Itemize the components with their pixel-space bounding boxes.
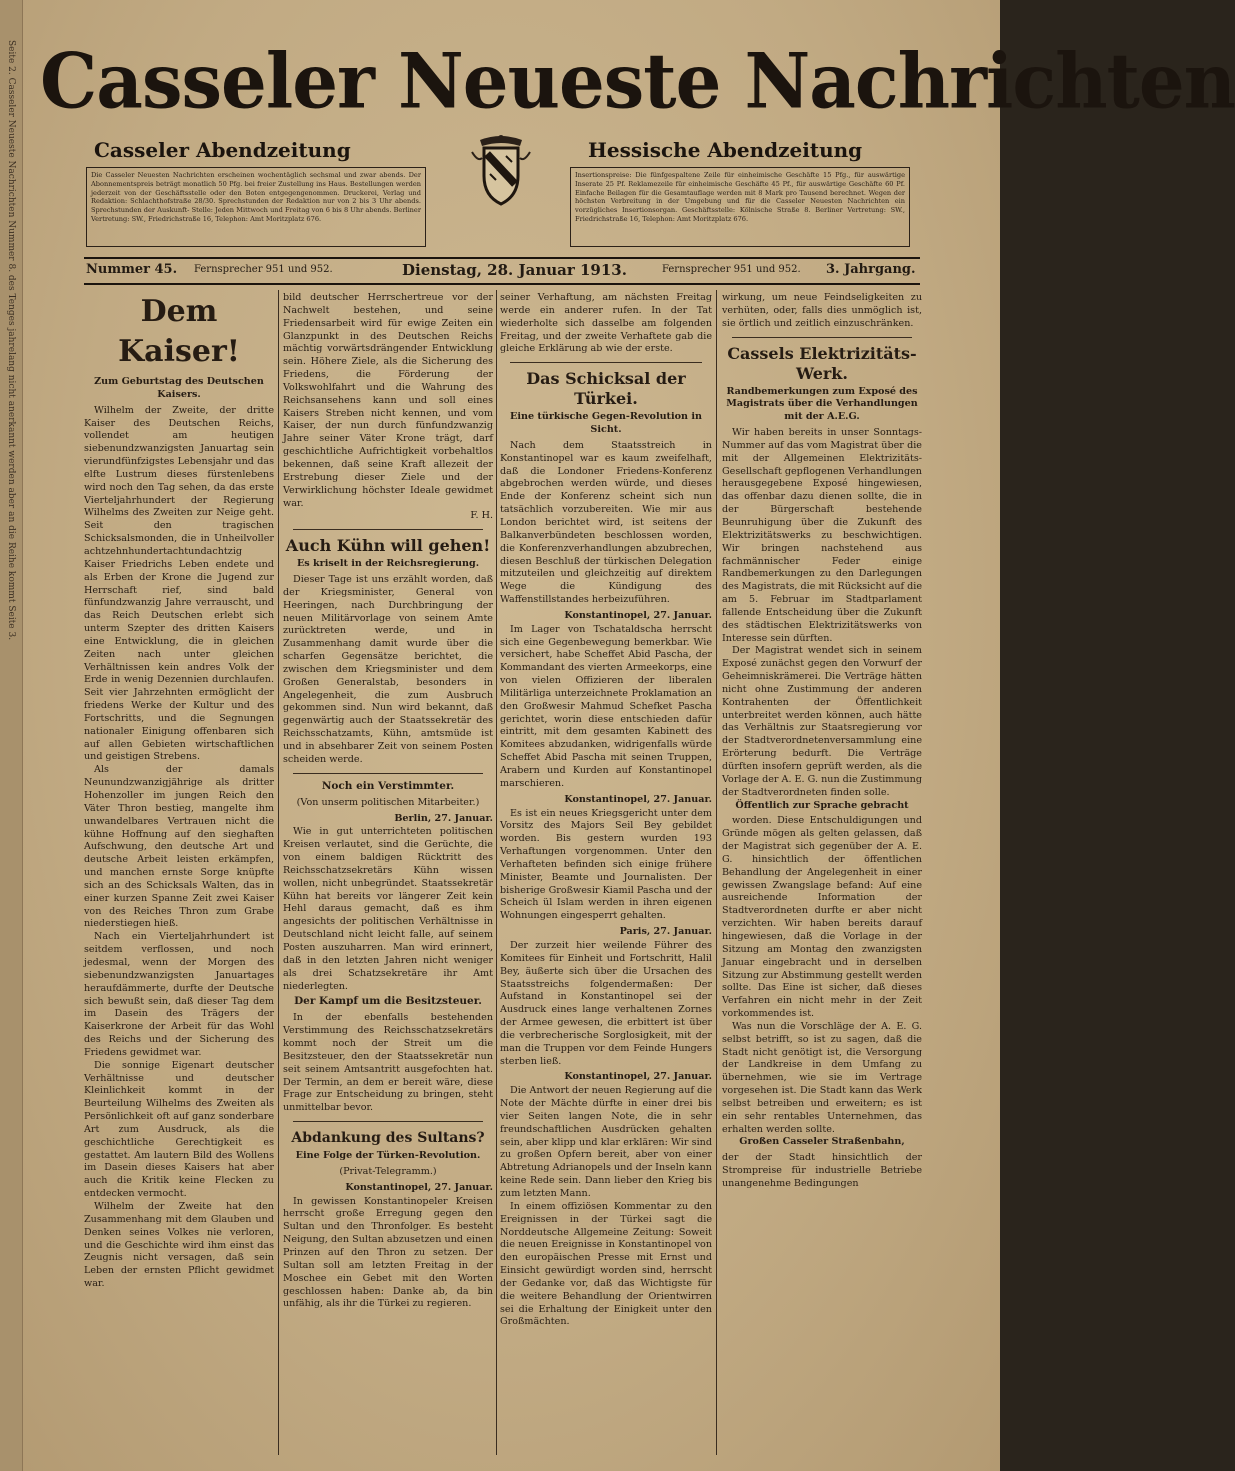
subhead-oeffentlich: Öffentlich zur Sprache gebracht — [735, 799, 909, 811]
paragraph: Es ist ein neues Kriegsgericht unter dem Vorsitz des Majors Seil Bey gebildet worden. Bis gestern wurden 193 Verhaftungen vorgenommen. Unter den Verhafteten befinden sich einige frühere Minister, Beamte und Journalisten. Der bisherige Großwesir Kiamil Pascha und der Scheich ül Islam werden in ihren eigenen Wohnungen eingesperrt gehalten. — [500, 807, 712, 922]
paragraph: In gewissen Konstantinopeler Kreisen herrscht große Erregung gegen den Sultan und den Thronfolger. Es besteht Neigung, den Sultan abzusetzen und einen Prinzen auf den Thron zu setzen. Der Sultan soll am letzten Freitag in der Moschee ein Gebet mit den Worten geschlossen haben: Danke ab, da bin unfähig, als ihr die Türkei zu regieren. — [283, 1195, 493, 1310]
paragraph: Wie in gut unterrichteten politischen Kreisen verlautet, sind die Gerüchte, die von einem baldigen Rücktritt des Reichsschatzsekretärs Kühn wissen wollen, nicht unbegründet. Staatssekretär Kühn hat bereits vor längerer Zeit kein Hehl daraus gemacht, daß es ihm angesichts der politischen Verhältnisse in Deutschland nicht leicht falle, auf seinem Posten auszuharren. Man wird erinnert, daß in den letzten Jahren nicht weniger als drei Schatzsekretäre ihr Amt niederlegten. — [283, 826, 493, 992]
phone-left: Fernsprecher 951 und 952. — [194, 264, 333, 275]
paragraph: Was nun die Vorschläge der A. E. G. selbst betrifft, so ist zu sagen, daß die Stadt nicht genötigt ist, die Versorgung der Landkreise in dem Umfang zu übernehmen, wie sie im Vertrage vorgesehen ist. Die Stadt kann das Werk selbst betreiben und erweitern; es ist ein sehr rentables Unternehmen, das erhalten werden sollte. — [722, 1020, 922, 1135]
paragraph: Die Antwort der neuen Regierung auf die Note der Mächte dürfte in einer drei bis vier Seiten langen Note, die in sehr freundschaftlichen Ausdrücken gehalten sein, aber klipp und klar erklären: Wir sind zu großen Opfern bereit, aber von einer Abtretung Adrianopels und der Inseln kann keine Rede sein. Dann lieber den Krieg bis zum letzten Mann. — [500, 1085, 712, 1199]
masthead-subtitle-right: Hessische Abendzeitung — [588, 138, 863, 162]
paragraph: worden. Diese Entschuldigungen und Gründe mögen als gelten gelassen, daß der Magistrat sich gegenüber der A. E. G. hinsichtlich der öffentlichen Behandlung der Angelegenheit in einer gewissen Zwangslage befand: Auf eine ausreichende Information der Stadtverordneten durfte er aber nicht verzichten. Wir haben bereits darauf hingewiesen, daß die Vorlage in der Sitzung am Montag den zwanzigsten Januar eingebracht und in derselben Sitzung zur Abstimmung gestellt werden sollte. Das Eine ist sicher, daß dieses Verfahren ein nicht mehr in der Zeit vorkommendes ist. — [722, 815, 922, 1020]
volume-year: 3. Jahrgang. — [826, 262, 916, 277]
headline-elektrizitaetswerk: Cassels Elektrizitäts-Werk. — [727, 343, 917, 383]
headline-verstimmter: Noch ein Verstimmter. — [321, 779, 455, 792]
coat-of-arms-icon — [470, 132, 532, 208]
dateline-berlin: Berlin, 27. Januar. — [394, 812, 493, 824]
paragraph: wirkung, um neue Feindseligkeiten zu verhüten, oder, falls dies unmöglich ist, sie örtlich und zeitlich einzuschränken. — [722, 292, 922, 329]
dateline: Konstantinopel, 27. Januar. — [564, 1071, 712, 1083]
headline-kuehn: Auch Kühn will gehen! — [285, 536, 491, 556]
article-separator — [510, 362, 702, 363]
paragraph: In der ebenfalls bestehenden Verstimmung des Reichsschatzsekretärs kommt noch der Streit um die Besitzsteuer, den der Staatssekretär nun seit seinem Amtsantritt ausgefochten hat. Der Termin, an dem er bereit wäre, diese Frage zur Entscheidung zu bringen, steht unmittelbar bevor. — [283, 1012, 493, 1114]
headline-besitzsteuer: Der Kampf um die Besitzsteuer. — [294, 995, 482, 1008]
subhead-sultan: Eine Folge der Türken-Revolution. — [295, 1150, 481, 1162]
paragraph: Als der damals Neunundzwanzigjährige als dritter Hohenzoller im jungen Reich den Väter Thron bestieg, mangelte ihm unwandelbares Vertrauen nicht die kühne Hoffnung auf den sieghaften Aufschwung, den deutsche Art und deutsche Arbeit leisten erkämpfen, und manchen ernste Sorge knüpfte sich an des Schicksals Walten, das in einer kurzen Spanne Zeit zwei Kaiser von des Reiches Thron zum Grabe niederstiegen hieß. — [84, 764, 274, 930]
advertising-rates-box: Insertionspreise: Die fünfgespaltene Zeile für einheimische Geschäfte 15 Pfg., für auswärtige Inserate 25 Pf. Reklamezeile für einheimische Geschäfte 45 Pf., für auswärtige Geschäfte 60 Pf. Einfache Beilagen für die Gesamtauflage werden mit 8 Mark pro Tausend berechnet. Wegen der höchsten Verbreitung in der Umgebung und für die Casseler Neuesten Nachrichten ein vorzügliches Insertionsorgan. Geschäftsstelle: Kölnische Straße 8. Berliner Vertretung: SW., Friedrichstraße 16, Telephon: Amt Moritzplatz 676. — [570, 167, 910, 247]
headline-dem-kaiser: Dem Kaiser! — [118, 294, 240, 369]
subhead-geburtstag: Zum Geburtstag des Deutschen Kaisers. — [94, 376, 264, 400]
paragraph: Im Lager von Tschataldscha herrscht sich eine Gegenbewegung bemerkbar. Wie versichert, habe Scheffet Abid Pascha, der Kommandant des vierten Armeekorps, eine von vielen Offizieren der liberalen Militärliga unterzeichnete Proklamation an den Großwesir Mahmud Schefket Pascha gerichtet, worin diese entschieden dafür eintritt, mit dem gesamten Kabinett des Komitees abzudanken, widrigenfalls würde Scheffet Abid Pascha mit seinen Truppen, Arabern und Kurden auf Konstantinopel marschieren. — [500, 623, 712, 789]
subhead-kuehn: Es kriselt in der Reichsregierung. — [296, 558, 480, 570]
dateline: Konstantinopel, 27. Januar. — [564, 609, 712, 621]
paragraph: Nach dem Staatsstreich in Konstantinopel war es kaum zweifelhaft, daß die Londoner Friedens-Konferenz abgebrochen werden würde, und dieses Ende der Konferenz scheint sich nun tatsächlich vorzubereiten. Wie mir aus London berichtet wird, ist seitens der Balkanverbündeten beschlossen worden, die Konferenzverhandlungen abzubrechen, diesen Beschluß der türkischen Delegation mitzuteilen und gleichzeitig auf direktem Wege die Kündigung des Waffenstillstandes herbeizuführen. — [500, 439, 712, 606]
paragraph: Dieser Tage ist uns erzählt worden, daß der Kriegsminister, General von Heeringen, nach Durchbringung der neuen Militärvorlage von seinem Amte zurücktreten werde, und in Zusammenhang damit wurde über die scharfen Gegensätze berichtet, die zwischen dem Kriegsminister und dem Großen Generalstab, besonders in Angelegenheit, die zum Ausbruch gekommen sind. Nun wird bekannt, daß gegenwärtig auch der Staatssekretär des Reichsschatzamts, Kühn, amtsmüde ist und in absehbarer Zeit von seinem Posten scheiden werde. — [283, 574, 493, 765]
subscription-info-box: Die Casseler Neuesten Nachrichten erscheinen wochentäglich sechsmal und zwar abends. Der Abonnementspreis beträgt monatlich 50 Pfg. bei freier Zustellung ins Haus. Bestellungen werden jederzeit von der Geschäftsstelle oder den Boten entgegengenommen. Druckerei, Verlag und Redaktion: Schlachthofstraße 28/30. Sprechstunden der Redaktion nur von 2 bis 3 Uhr abends. Sprechstunden der Auskunft- Stelle: Jeden Mittwoch und Freitag von 6 bis 8 Uhr abends. Berliner Vertretung: SW., Friedrichstraße 16, Telephon: Amt Moritzplatz 676. — [86, 167, 426, 247]
dateline: Konstantinopel, 27. Januar. — [564, 793, 712, 805]
phone-right: Fernsprecher 951 und 952. — [662, 264, 801, 275]
article-separator — [293, 773, 483, 774]
column-4 — [722, 292, 922, 1452]
adjacent-page-text: Seite 2. Casseler Neueste Nachrichten Nummer 8. des Tenges jahrelang nicht anerkannt werden aber an die Reihe kommt Seite 3. — [6, 40, 16, 641]
article-signature: F. H. — [470, 510, 493, 522]
subhead-strassenbahn: Großen Casseler Straßenbahn, — [739, 1136, 905, 1148]
headline-sultan: Abdankung des Sultans? — [291, 1130, 485, 1147]
paragraph: Wilhelm der Zweite, der dritte Kaiser des Deutschen Reichs, vollendet am heutigen siebenundzwanzigsten Januartag sein vierundfünfzigstes Lebensjahr und das elfte Lustrum dieses fürstenlebens wird noch den Tag sehen, da das erste Vierteljahrhundert der Regierung Wilhelms des Zweiten zur Neige geht. Seit den tragischen Schicksalsmonden, die in Unheilvoller achtzehnhundertachtundachtzig Kaiser Friedrichs Leben endete und als Erben der Krone die Jugend zur Herrschaft rief, sind bald fünfundzwanzig Jahre verrauscht, und das Reich Deutschen erlebt sich unterm Szepter des dritten Kaisers eine Entwicklung, die in gleichen Zeiten nach unter gleichen Verhältnissen kein andres Volk der Erde in wenig Dezennien durchlaufen. Seit vier Jahrzehnten ermöglicht der friedens Werke der Kultur und des Fortschritts, und die Segnungen nationaler Einigung offenbaren sich auf allen Gebieten wirtschaftlichen und geistigen Strebens. — [84, 404, 274, 763]
paragraph: Nach ein Vierteljahrhundert ist seitdem verflossen, und noch jedesmal, wenn der Morgen des siebenundzwanzigsten Januartages heraufdämmerte, durfte der Deutsche sich bewußt sein, daß dieser Tag dem im Dasein des Trägers der Kaiserkrone der Arbeit für das Wohl des Reichs und der Sicherung des Friedens gewidmet war. — [84, 931, 274, 1058]
column-2 — [283, 292, 493, 1452]
column-1 — [84, 292, 274, 1452]
paragraph: seiner Verhaftung, am nächsten Freitag werde ein anderer rufen. In der Tat wiederholte sich dasselbe am folgenden Freitag, und der zweite Verhaftete gab die gleiche Erklärung ab wie der erste. — [500, 292, 712, 355]
paragraph: bild deutscher Herrschertreue vor der Nachwelt bestehen, und seine Friedensarbeit wird für ewige Zeiten ein Glanzpunkt in des Deutschen Reichs mächtig vorwärtsdrängender Entwicklung sein. Höhere Ziele, als die Sicherung des Friedens, die Förderung der Volkswohlfahrt und die Wahrung des Reichsansehens kann und soll eines Kaisers Streben nicht kennen, und vom Kaiser, der nun durch fünfundzwanzig Jahre seiner Väter Krone trägt, darf geschichtliche Aufrichtigkeit vorbehaltlos bekennen, daß seine Kraft allezeit der Erstrebung dieser Ziele und der Verwirklichung höchster Ideale gewidmet war. — [283, 292, 493, 509]
adjacent-page-edge — [0, 0, 23, 1471]
paragraph: In einem offiziösen Kommentar zu den Ereignissen in der Türkei sagt die Norddeutsche Allgemeine Zeitung: Soweit die neuen Ereignisse in Konstantinopel von den europäischen Presse mit Ernst und Einsicht gewürdigt worden sind, herrscht der Gedanke vor, daß das Wichtigste für die weitere Behandlung der Orientwirren sei die Erhaltung der Einigkeit unter den Großmächten. — [500, 1200, 712, 1328]
issue-date: Dienstag, 28. Januar 1913. — [402, 261, 627, 279]
dateline-bar — [84, 257, 920, 285]
dateline: Paris, 27. Januar. — [619, 926, 712, 938]
subhead-telegram: (Privat-Telegramm.) — [339, 1165, 437, 1177]
dateline-konstantinopel: Konstantinopel, 27. Januar. — [345, 1181, 493, 1193]
masthead-subtitle-left: Casseler Abendzeitung — [94, 138, 351, 162]
column-rule — [278, 290, 279, 1455]
subhead-tuerkei: Eine türkische Gegen-Revolution in Sicht. — [510, 411, 702, 436]
column-rule — [716, 290, 717, 1455]
column-3 — [500, 292, 712, 1452]
article-separator — [293, 529, 483, 530]
masthead-title: Casseler Neueste Nachrichten — [40, 35, 1235, 126]
subhead-elektrizitaetswerk: Randbemerkungen zum Exposé des Magistrats über die Verhandlungen mit der A.E.G. — [726, 385, 918, 423]
subhead-verstimmter: (Von unserm politischen Mitarbeiter.) — [296, 796, 480, 808]
paragraph: Die sonnige Eigenart deutscher Verhältnisse und deutscher Kleinlichkeit kommt in der Beurteilung Wilhelms des Zweiten als Persönlichkeit oft auf ganz sonderbare Art zum Ausdruck, als die geschichtliche Gerechtigkeit es gestattet. Am lautern Bild des Wollens im Dasein dieses Kaisers hat aber auch die Kritik keine Flecken zu entdecken vermocht. — [84, 1059, 274, 1200]
paragraph: Wir haben bereits in unser Sonntags-Nummer auf das vom Magistrat über die mit der Allgemeinen Elektrizitäts-Gesellschaft gepflogenen Verhandlungen herausgegebene Exposé hingewiesen, das offenbar dazu dienen sollte, die in der Bürgerschaft bestehende Beunruhigung über die Zukunft des Elektrizitätswerks zu beschwichtigen. Wir bringen nachstehend aus fachmännischer Feder einige Randbemerkungen zu den Darlegungen des Magistrats, die mit Rücksicht auf die am 5. Februar im Stadtparlament fallende Entscheidung über die Zukunft des städtischen Elektrizitätswerks von Interesse sein dürften. — [722, 427, 922, 644]
paragraph: der der Stadt hinsichtlich der Strompreise für industrielle Betriebe unangenehme Bedingungen — [722, 1152, 922, 1189]
paragraph: Der Magistrat wendet sich in seinem Exposé zunächst gegen den Vorwurf der Geheimniskrämerei. Die Verträge hätten nicht ohne Zustimmung der anderen Kontrahenten der Öffentlichkeit unterbreitet werden können, auch hätte das Verhältnis zur Staatsregierung vor der Stadtverordnetenversammlung eine Erörterung bedurft. Die Verträge dürften insofern geprüft werden, als die Vorlage der A. E. G. nun die Zustimmung der Stadtverordneten finden solle. — [722, 645, 922, 798]
article-separator — [293, 1121, 483, 1122]
paragraph: Wilhelm der Zweite hat den Zusammenhang mit dem Glauben und Denken seines Volkes nie verloren, und die Geschichte wird ihm einst das Zeugnis nicht versagen, daß sein Leben der ernsten Pflicht gewidmet war. — [84, 1201, 274, 1290]
paragraph: Der zurzeit hier weilende Führer des Komitees für Einheit und Fortschritt, Halil Bey, äußerte sich über die Ursachen des Staatsstreichs folgendermaßen: Der Aufstand in Konstantinopel sei der Ausdruck eines lange verhaltenen Zornes der Armee gewesen, die erbittert ist über die verbrecherische Sorglosigkeit, mit der man die Truppen vor dem Feinde Hungers sterben ließ. — [500, 939, 712, 1067]
issue-number: Nummer 45. — [86, 262, 178, 277]
headline-tuerkei: Das Schicksal der Türkei. — [526, 369, 686, 409]
article-separator — [732, 337, 912, 338]
column-rule — [496, 290, 497, 1455]
